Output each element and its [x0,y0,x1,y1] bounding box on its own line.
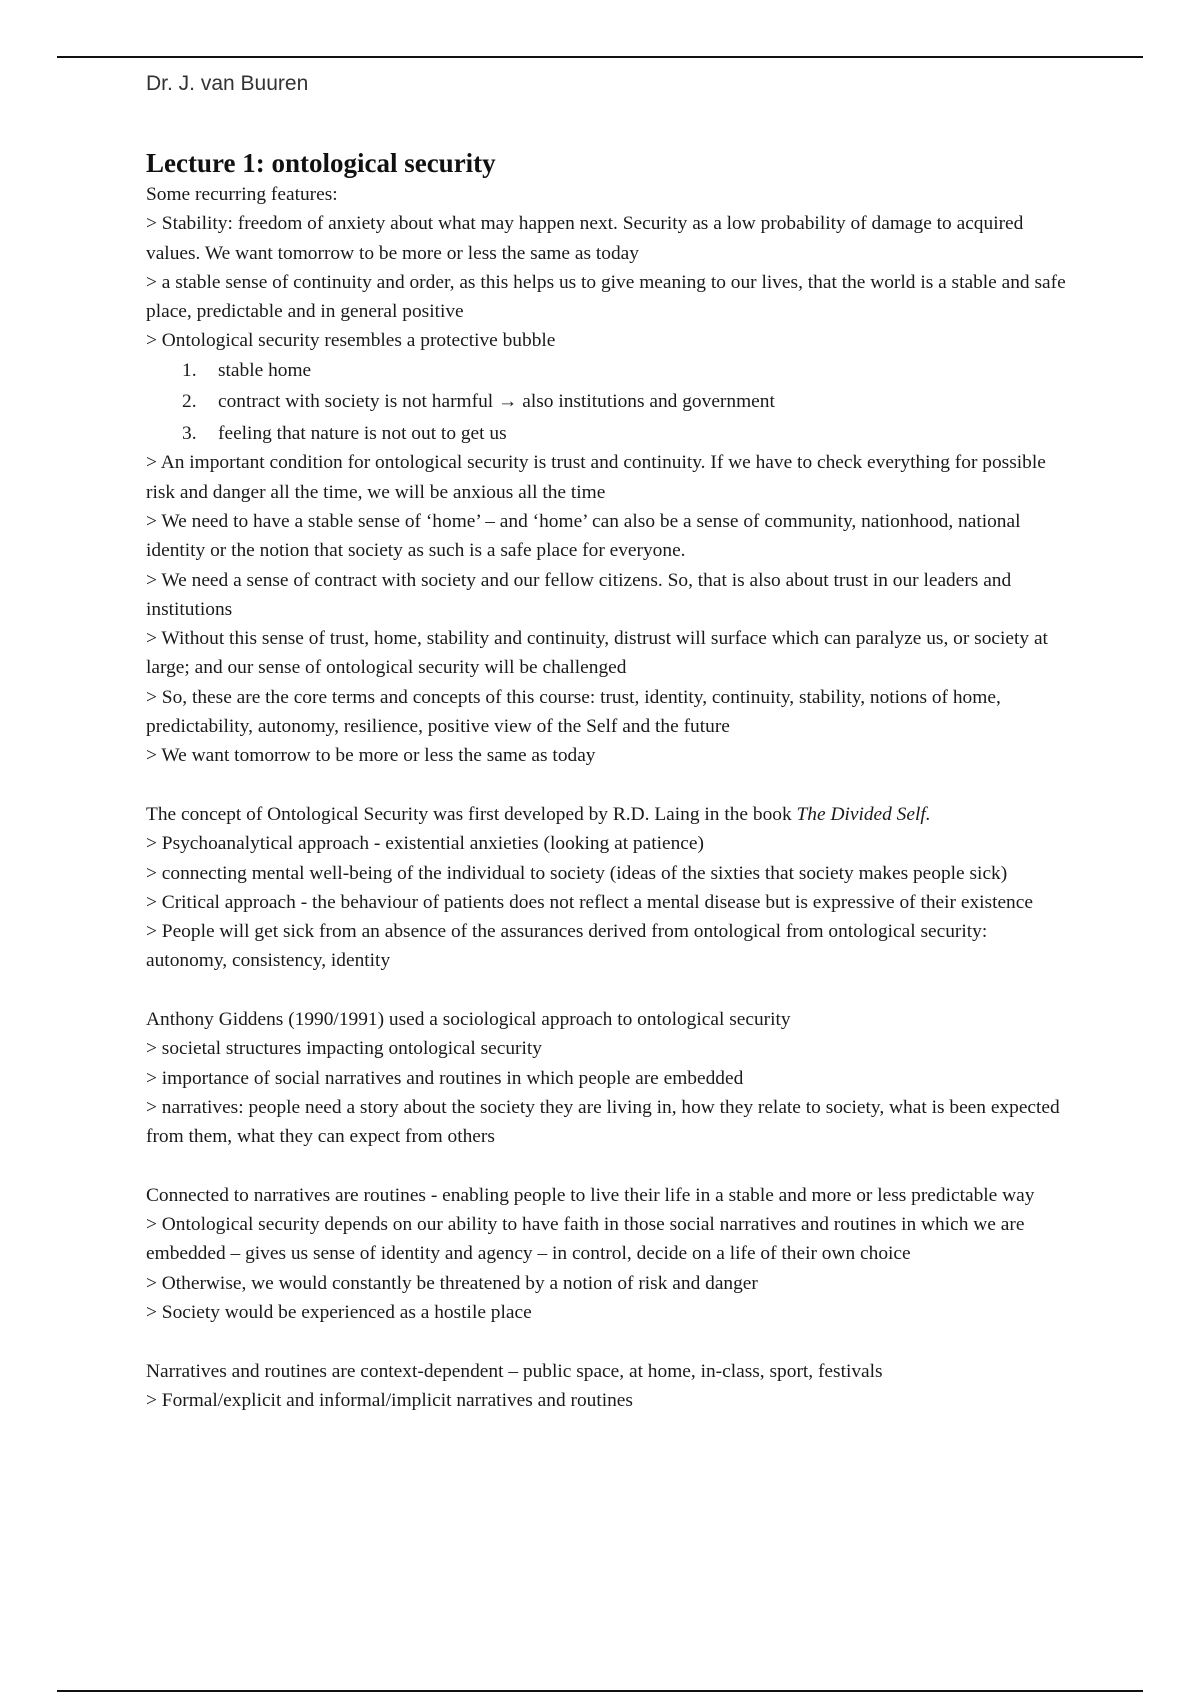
paragraph-gap [146,771,1066,800]
bullet-stability: > Stability: freedom of anxiety about what may happen next. Security as a low probability of damage to acquired values. We want tomorrow to be more or less the same as today [146,213,1024,264]
bullet-trust: > An important condition for ontological security is trust and continuity. If we have to check everything for possible risk and danger all the time, we will be anxious all the time [146,452,1046,503]
list-number: 3. [182,423,197,445]
bullet-continuity: > a stable sense of continuity and order, as this helps us to give meaning to our lives, that the world is a stable and safe place, predictable and in general positive [146,271,1066,323]
routines-bullet: > Ontological security depends on our ability to have faith in those social narratives and routines in which we are embedded – gives us sense of identity and agency – in control, decide on a life of their own choice [146,1214,1025,1265]
routines-intro: Connected to narratives are routines - enabling people to live their life in a stable and more or less predictable way [146,1184,1035,1206]
list-number: 2. [182,391,197,413]
list-number: 1. [182,359,197,381]
context-bullet: > Formal/explicit and informal/implicit narratives and routines [146,1389,633,1411]
bullet-home: > We need to have a stable sense of ‘home’ – and ‘home’ can also be a sense of community, nationhood, national identity or the notion that society as such is a safe place for everyone. [146,510,1021,562]
giddens-intro: Anthony Giddens (1990/1991) used a sociological approach to ontological security [146,1009,791,1031]
intro-line: Some recurring features: [146,184,338,205]
bullet-contract: > We need a sense of contract with society and our fellow citizens. So, that is also about trust in our leaders and institutions [146,569,1012,620]
giddens-bullet: > importance of social narratives and routines in which people are embedded [146,1067,744,1089]
list-item-text: feeling that nature is not out to get us [218,423,507,445]
bullet-core-terms: > So, these are the core terms and concepts of this course: trust, identity, continuity, stability, notions of home, predictability, autonomy, resilience, positive view of the Self and the future [146,686,1001,738]
routines-bullet: > Otherwise, we would constantly be threatened by a notion of risk and danger [146,1272,758,1294]
paragraph-gap [146,976,1066,1005]
list-item-text: contract with society is not harmful → also institutions and government [218,391,775,413]
paragraph-gap [146,1152,1066,1181]
paragraph-gap [146,1327,1066,1356]
laing-bullet: > Psychoanalytical approach - existential anxieties (looking at patience) [146,833,704,855]
bottom-rule [57,1690,1143,1692]
bullet-tomorrow: > We want tomorrow to be more or less the same as today [146,745,596,767]
top-rule [57,56,1143,58]
laing-bullet: > People will get sick from an absence of the assurances derived from ontological from ontological security: autonomy, consistency, identity [146,921,988,972]
giddens-bullet: > societal structures impacting ontological security [146,1038,542,1060]
laing-intro-text: The concept of Ontological Security was first developed by R.D. Laing in the book [146,803,797,825]
list-item [146,356,1066,385]
context-intro: Narratives and routines are context-dependent – public space, at home, in-class, sport, festivals [146,1360,883,1382]
giddens-bullet: > narratives: people need a story about the society they are living in, how they relate to society, what is been expected from them, what they can expect from others [146,1096,1060,1148]
author-header: Dr. J. van Buuren [146,72,309,95]
list-item-text: stable home [218,359,312,381]
bullet-distrust: > Without this sense of trust, home, stability and continuity, distrust will surface which can paralyze us, or society at large; and our sense of ontological security will be challenged [146,628,1048,679]
numbered-list [146,356,1066,449]
routines-bullet: > Society would be experienced as a hostile place [146,1301,532,1323]
book-title: The Divided Self. [796,803,931,825]
laing-bullet: > Critical approach - the behaviour of patients does not reflect a mental disease but is expressive of their existence [146,891,1033,913]
lecture-title: Lecture 1: ontological security [146,148,496,178]
laing-bullet: > connecting mental well-being of the individual to society (ideas of the sixties that society makes people sick) [146,862,1008,884]
list-item [146,419,1066,448]
laing-intro [146,800,1066,829]
bullet-bubble: > Ontological security resembles a protective bubble [146,330,556,352]
document-body [146,146,1066,1415]
list-item [146,385,1066,419]
